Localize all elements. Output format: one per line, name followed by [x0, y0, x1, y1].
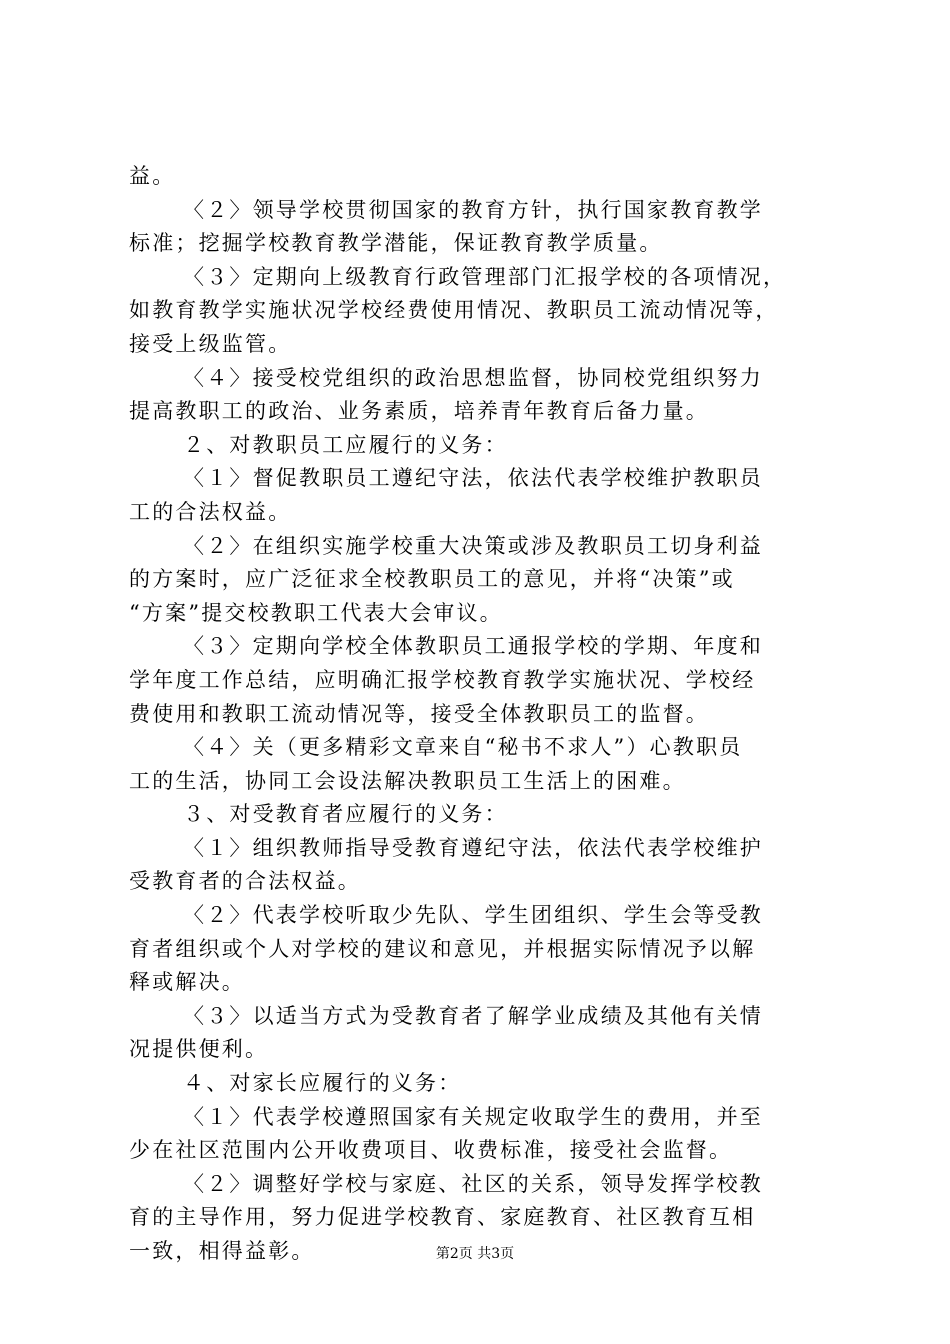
text-line: 费使用和教职工流动情况等，接受全体教职员工的监督。 [129, 701, 709, 726]
text-line: ２、对教职员工应履行的义务： [183, 432, 508, 457]
text-line: ３、对受教育者应履行的义务： [183, 802, 508, 827]
text-line: “方案”提交校教职工代表大会审议。 [129, 600, 503, 625]
text-line: 〈４〉接受校党组织的政治思想监督，协同校党组织努力 [183, 365, 763, 390]
text-line: 益。 [129, 164, 176, 188]
text-line: 工的生活，协同工会设法解决教职员工生活上的困难。 [129, 768, 686, 793]
text-line: 〈１〉督促教职员工遵纪守法，依法代表学校维护教职员 [183, 466, 763, 491]
text-line: 〈３〉以适当方式为受教育者了解学业成绩及其他有关情 [183, 1003, 763, 1028]
text-line: 育者组织或个人对学校的建议和意见，并根据实际情况予以解 [129, 936, 756, 961]
text-line: 提高教职工的政治、业务素质，培养青年教育后备力量。 [129, 399, 709, 424]
page-number-label: 第2页 共3页 [435, 1246, 515, 1262]
text-line: 〈２〉领导学校贯彻国家的教育方针，执行国家教育教学 [183, 197, 763, 222]
text-line: 况提供便利。 [129, 1037, 269, 1062]
text-line: 的方案时，应广泛征求全校教职员工的意见，并将“决策”或 [129, 567, 735, 592]
text-line: 〈４〉关（更多精彩文章来自“秘书不求人”）心教职员 [183, 735, 743, 760]
text-line: 一致，相得益彰。 [129, 1239, 315, 1263]
text-line: 学年度工作总结，应明确汇报学校教育教学实施状况、学校经 [129, 667, 756, 692]
text-line: 〈２〉代表学校听取少先队、学生团组织、学生会等受教 [183, 903, 763, 928]
text-line: 工的合法权益。 [129, 499, 292, 524]
text-line: 〈１〉组织教师指导受教育遵纪守法，依法代表学校维护 [183, 835, 763, 860]
text-line: 释或解决。 [129, 970, 245, 995]
text-line: 〈１〉代表学校遵照国家有关规定收取学生的费用，并至 [183, 1104, 763, 1129]
page-footer [0, 1244, 950, 1264]
text-line: 少在社区范围内公开收费项目、收费标准，接受社会监督。 [129, 1138, 733, 1163]
text-line: 如教育教学实施状况学校经费使用情况、教职员工流动情况等， [129, 298, 779, 323]
text-line: ４、对家长应履行的义务： [183, 1071, 462, 1096]
text-line: 育的主导作用，努力促进学校教育、家庭教育、社区教育互相 [129, 1205, 756, 1230]
text-line: 受教育者的合法权益。 [129, 869, 361, 894]
text-line: 接受上级监管。 [129, 331, 292, 356]
text-line: 〈３〉定期向上级教育行政管理部门汇报学校的各项情况， [183, 264, 787, 289]
text-line: 标准；挖掘学校教育教学潜能，保证教育教学质量。 [129, 231, 663, 256]
document-body [129, 160, 829, 1269]
text-line: 〈２〉调整好学校与家庭、社区的关系，领导发挥学校教 [183, 1171, 763, 1196]
text-line: 〈３〉定期向学校全体教职员工通报学校的学期、年度和 [183, 634, 763, 659]
text-line: 〈２〉在组织实施学校重大决策或涉及教职员工切身利益 [183, 533, 763, 558]
